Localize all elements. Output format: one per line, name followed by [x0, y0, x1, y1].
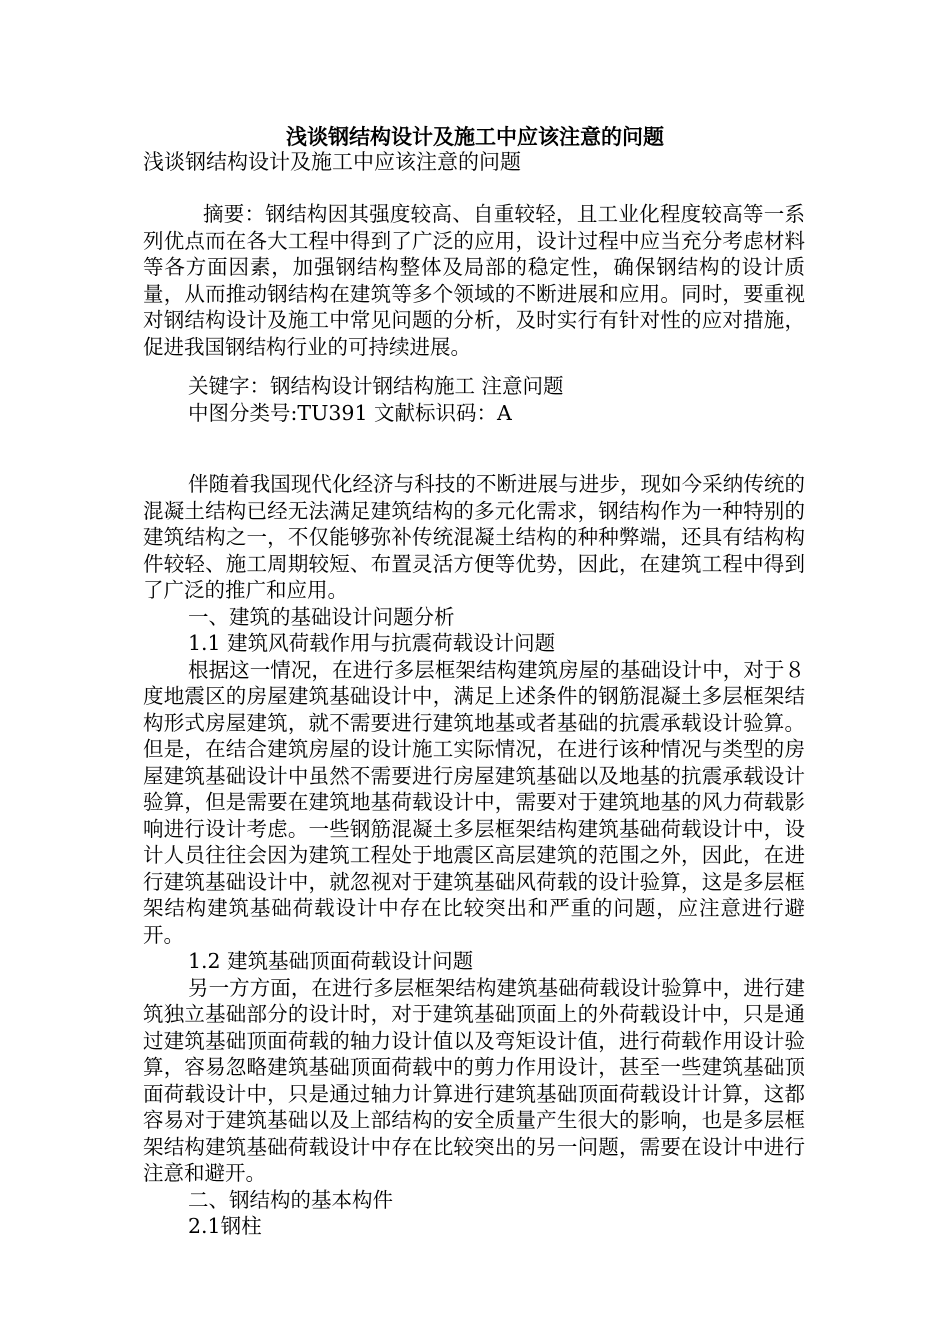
intro-paragraph: 伴随着我国现代化经济与科技的不断进展与进步，现如今采纳传统的混凝土结构已经无法满足建筑结构的多元化需求，钢结构作为一种特别的建筑结构之一，不仅能够弥补传统混凝土结构的种种弊端，还具有结构构件较轻、施工周期较短、布置灵活方便等优势，因此，在建筑工程中得到了广泛的推广和应用。 — [143, 472, 805, 602]
body-paragraph: 另一方方面，在进行多层框架结构建筑基础荷载设计验算中，进行建筑独立基础部分的设计时，对于建筑基础顶面上的外荷载设计中，只是通过建筑基础顶面荷载的轴力设计值以及弯矩设计值，进行荷载作用设计验算，容易忽略建筑基础顶面荷载中的剪力作用设计，甚至一些建筑基础顶面荷载设计中，只是通过轴力计算进行建筑基础顶面荷载设计计算，这都容易对于建筑基础以及上部结构的安全质量产生很大的影响，也是多层框架结构建筑基础荷载设计中存在比较突出的另一问题，需要在设计中进行注意和避开。 — [143, 975, 805, 1185]
document-subtitle: 浅谈钢结构设计及施工中应该注意的问题 — [143, 150, 521, 174]
classification-line: 中图分类号:TU391 文献标识码：A — [188, 400, 512, 425]
main-body — [143, 471, 805, 1240]
subsection-heading-2-1: 2.1钢柱 — [188, 1214, 262, 1238]
document-title: 浅谈钢结构设计及施工中应该注意的问题 — [286, 124, 664, 149]
subsection-heading-1-1: 1.1 建筑风荷载作用与抗震荷载设计问题 — [188, 631, 556, 655]
keywords-section — [143, 373, 805, 426]
abstract-paragraph: 摘要：钢结构因其强度较高、自重较轻，且工业化程度较高等一系列优点而在各大工程中得到了广泛的应用，设计过程中应当充分考虑材料等各方面因素，加强钢结构整体及局部的稳定性，确保钢结构的设计质量，从而推动钢结构在建筑等多个领域的不断进展和应用。同时，要重视对钢结构设计及施工中常见问题的分析，及时实行有针对性的应对措施，促进我国钢结构行业的可持续进展。 — [143, 202, 805, 359]
keywords-line: 关键字：钢结构设计钢结构施工 注意问题 — [188, 374, 564, 398]
abstract-section — [143, 201, 805, 360]
section-heading-1: 一、建筑的基础设计问题分析 — [188, 604, 455, 629]
body-paragraph: 根据这一情况，在进行多层框架结构建筑房屋的基础设计中，对于８度地震区的房屋建筑基础设计中，满足上述条件的钢筋混凝土多层框架结构形式房屋建筑，就不需要进行建筑地基或者基础的抗震承载设计验算。但是，在结合建筑房屋的设计施工实际情况，在进行该种情况与类型的房屋建筑基础设计中虽然不需要进行房屋建筑基础以及地基的抗震承载设计验算，但是需要在建筑地基荷载设计中，需要对于建筑地基的风力荷载影响进行设计考虑。一些钢筋混凝土多层框架结构建筑基础荷载设计中，设计人员往往会因为建筑工程处于地震区高层建筑的范围之外，因此，在进行建筑基础设计中，就忽视对于建筑基础风荷载的设计验算，这是多层框架结构建筑基础荷载设计中存在比较突出和严重的问题，应注意进行避开。 — [143, 657, 805, 947]
section-heading-2: 二、钢结构的基本构件 — [188, 1187, 393, 1212]
subsection-heading-1-2: 1.2 建筑基础顶面荷载设计问题 — [188, 949, 474, 973]
